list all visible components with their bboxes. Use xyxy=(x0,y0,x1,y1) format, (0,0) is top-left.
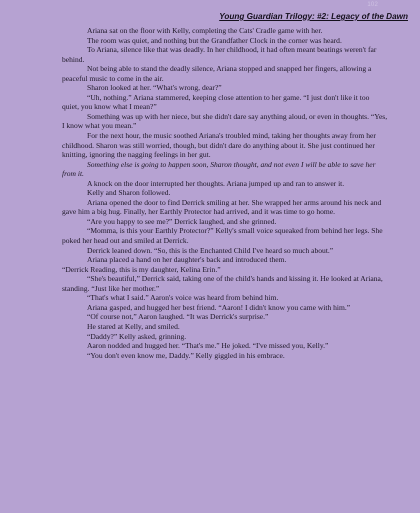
paragraph: “Derrick Reading, this is my daughter, Kelina Erin.” xyxy=(62,264,221,274)
paragraph: To Ariana, silence like that was deadly. In her childhood, it had often meant beatings weren't far behind. xyxy=(62,45,377,64)
paragraph: “Uh, nothing.” Ariana stammered, keeping close attention to her game. “I just don't like it too quiet, you know what I mean?” xyxy=(62,92,370,112)
paragraph: “Are you happy to see me?” Derrick laughed, and she grinned. xyxy=(87,216,277,226)
paragraph: Ariana opened the door to find Derrick smiling at her. She wrapped her arms around his neck and gave him a big hug. Finally, her Earthly Protector had arrived, and it was time to go home. xyxy=(62,197,382,217)
paragraph: For the next hour, the music soothed Ariana's troubled mind, taking her thoughts away from her childhood. Sharon was still worried, though, but didn't dare do anything about it. She just continued her knitting, ignoring the nagging feelings in her gut. xyxy=(62,131,376,160)
paragraph: A knock on the door interrupted her thoughts. Ariana jumped up and ran to answer it. xyxy=(87,178,345,188)
paragraph: Ariana gasped, and hugged her best friend. “Aaron! I didn't know you came with him.” xyxy=(87,302,351,312)
paragraph: “Momma, is this your Earthly Protector?” Kelly's small voice squeaked from behind her legs. She poked her head out and smiled at Derrick. xyxy=(62,226,383,246)
italic-thought-paragraph: Something else is going to happen soon, Sharon thought, and not even I will be able to save her from it. xyxy=(62,159,376,179)
paragraph: Something was up with her niece, but she didn't dare say anything aloud, or even in thoughts. “Yes, I know what you mean.” xyxy=(62,111,388,131)
paragraph: “She's beautiful,” Derrick said, taking one of the child's hands and kissing it. He looked at Ariana, standing. “Just like her mother.” xyxy=(62,274,383,293)
paragraph: Not being able to stand the deadly silence, Ariana stopped and snapped her fingers, allowing a peaceful music to come in the air. xyxy=(62,64,372,83)
paragraph: He stared at Kelly, and smiled. xyxy=(87,321,180,331)
paragraph: Ariana sat on the floor with Kelly, completing the Cats' Cradle game with her. xyxy=(87,26,323,35)
paragraph: Sharon looked at her. “What's wrong, dear?” xyxy=(87,83,222,93)
page-number: 102 xyxy=(367,2,378,8)
paragraph: “That's what I said.” Aaron's voice was heard from behind him. xyxy=(87,293,279,303)
paragraph: Aaron nodded and hugged her. “That's me.” He joked. “I've missed you, Kelly.” xyxy=(87,341,329,351)
paragraph: Ariana placed a hand on her daughter's back and introduced them. xyxy=(87,255,287,265)
paragraph: Kelly and Sharon followed. xyxy=(87,188,171,198)
paragraph: “You don't even know me, Daddy.” Kelly giggled in his embrace. xyxy=(87,350,285,360)
paragraph: The room was quiet, and nothing but the Grandfather Clock in the corner was heard. xyxy=(87,35,342,45)
paragraph: “Daddy?” Kelly asked, grinning. xyxy=(87,331,187,341)
running-header: Young Guardian Trilogy: #2: Legacy of the Dawn xyxy=(219,12,408,21)
paragraph: “Of course not,” Aaron laughed. “It was Derrick's surprise.” xyxy=(87,312,269,322)
paragraph: Derrick leaned down. “So, this is the Enchanted Child I've heard so much about.” xyxy=(87,245,334,255)
body-text xyxy=(62,26,388,360)
